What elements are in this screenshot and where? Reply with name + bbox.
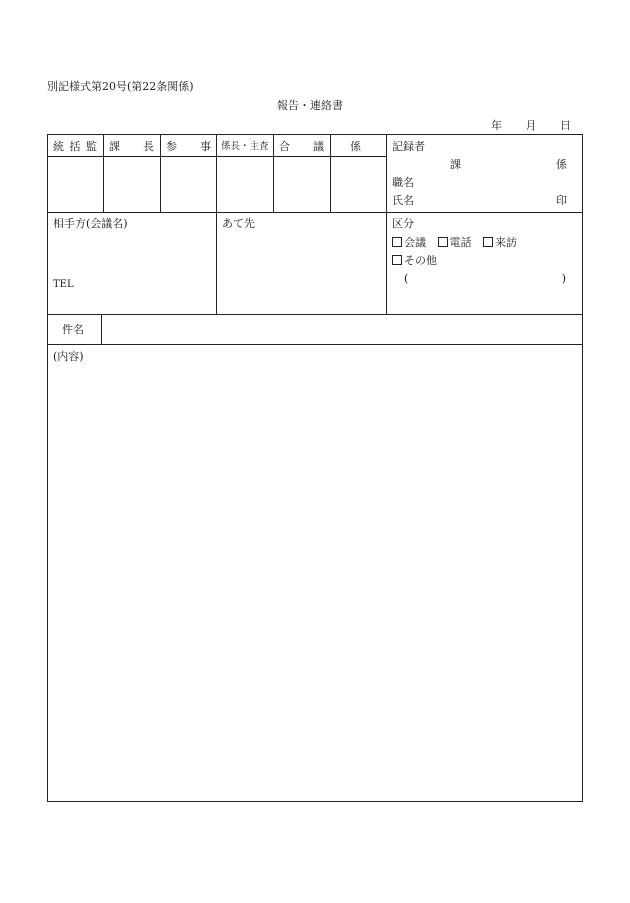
category-options xyxy=(392,237,525,248)
counterpart-label: 相手方(会議名) xyxy=(53,217,128,230)
recorder-section-ka: 課 xyxy=(450,158,461,171)
seal-cell-kakaricho[interactable] xyxy=(217,157,273,212)
subject-field[interactable] xyxy=(102,315,582,344)
recorder-section-kakari: 係 xyxy=(556,158,567,171)
checkbox-icon[interactable] xyxy=(438,237,448,247)
row-rule-1 xyxy=(47,212,583,213)
recorder-label: 記録者 xyxy=(392,140,425,153)
option-other[interactable]: その他 xyxy=(392,255,437,266)
tel-label: TEL xyxy=(53,279,74,290)
subject-label: 件名 xyxy=(62,323,84,336)
checkbox-icon[interactable] xyxy=(392,237,402,247)
month-label: 月 xyxy=(525,119,537,132)
recipient-label: あて先 xyxy=(222,217,255,230)
checkbox-icon[interactable] xyxy=(392,255,402,265)
seal-cell-kacho[interactable] xyxy=(104,157,160,212)
header-kakari: 係 xyxy=(350,140,361,153)
header-tokatsukan: 統 括 監 xyxy=(53,140,97,153)
recorder-name-label: 氏名 xyxy=(392,194,414,207)
header-aigi: 合 議 xyxy=(279,140,324,153)
checkbox-icon[interactable] xyxy=(483,237,493,247)
seal-cell-tokatsukan[interactable] xyxy=(48,157,103,212)
other-detail-field[interactable]: ( ) xyxy=(404,272,566,285)
option-visit[interactable]: 来訪 xyxy=(483,236,517,249)
option-meeting[interactable]: 会議 xyxy=(392,236,426,249)
seal-cell-sanji[interactable] xyxy=(161,157,216,212)
day-label: 日 xyxy=(560,119,571,132)
date-line xyxy=(491,120,571,131)
content-label: (内容) xyxy=(53,350,84,363)
recorder-divider xyxy=(386,134,387,314)
row-rule-3 xyxy=(47,344,583,345)
option-phone[interactable]: 電話 xyxy=(438,236,472,249)
document-title: 報告・連絡書 xyxy=(277,99,343,112)
category-label: 区分 xyxy=(392,217,414,230)
year-label: 年 xyxy=(491,119,502,132)
header-kakaricho-shusa: 係長・主査 xyxy=(221,141,269,152)
seal-cell-aigi[interactable] xyxy=(274,157,330,212)
seal-cell-kakari[interactable] xyxy=(331,157,386,212)
content-field[interactable] xyxy=(48,366,582,801)
seal-mark: 印 xyxy=(556,194,567,207)
counterpart-field[interactable] xyxy=(48,232,216,312)
form-number: 別記様式第20号(第22条関係) xyxy=(47,80,194,93)
recorder-job-title-label: 職名 xyxy=(392,176,414,189)
header-sanji: 参 事 xyxy=(166,140,211,153)
recipient-field[interactable] xyxy=(217,232,386,312)
header-kacho: 課 長 xyxy=(109,140,154,153)
